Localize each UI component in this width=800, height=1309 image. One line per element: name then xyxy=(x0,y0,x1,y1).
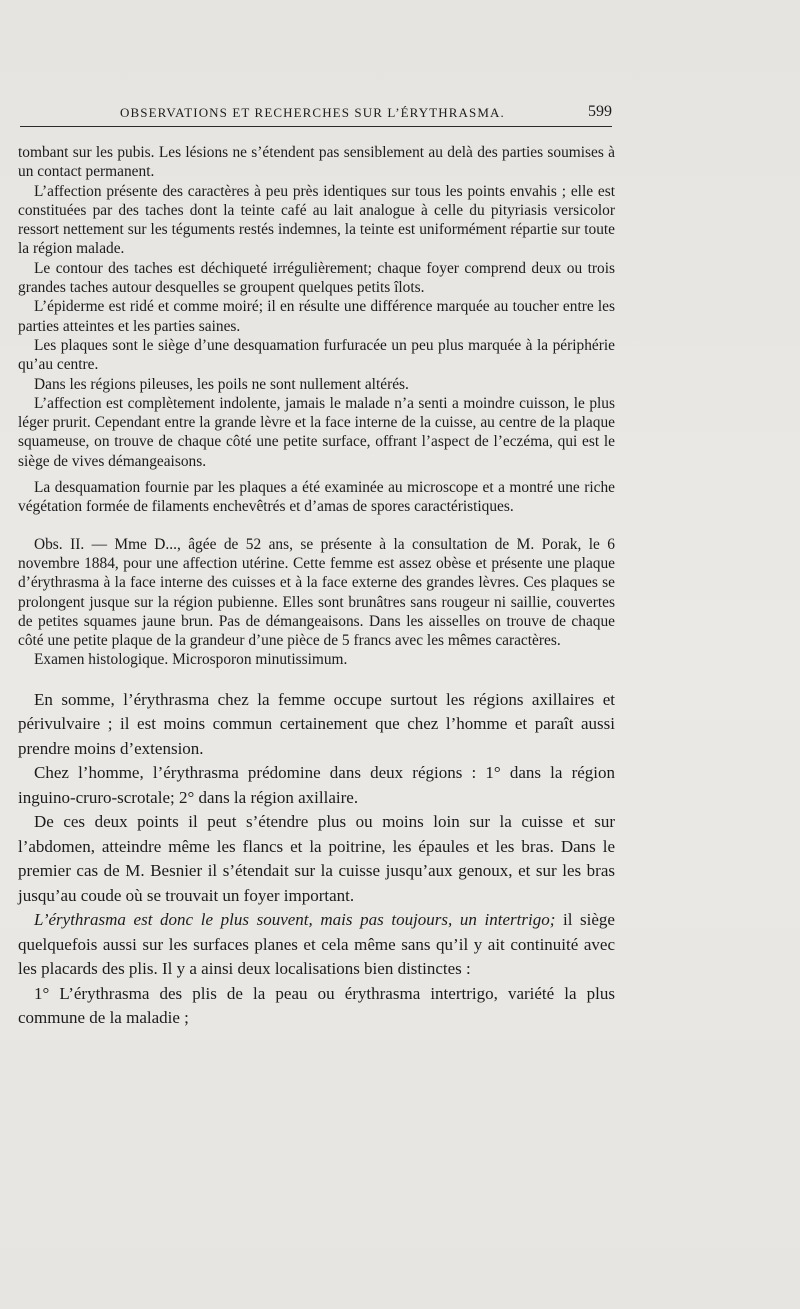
paragraph-desquamation: La desquamation fournie par les plaques a été examinée au microscope et a montré une riche végétation formée de filaments enchevêtrés et d’amas de spores caractéristiques. xyxy=(18,479,615,516)
italic-lead: L’érythrasma est donc le plus souvent, mais pas toujours, un intertrigo; xyxy=(34,910,556,930)
paragraph-en-somme: En somme, l’érythrasma chez la femme occupe surtout les régions axillaires et périvulvaire ; il est moins commun certainement que chez l’homme et paraît aussi prendre moins d’extension. xyxy=(18,689,615,758)
running-title: OBSERVATIONS ET RECHERCHES SUR L’ÉRYTHRASMA. xyxy=(120,105,505,120)
paragraph-localisation-1: 1° L’érythrasma des plis de la peau ou érythrasma intertrigo, variété la plus commune de la maladie ; xyxy=(18,983,615,1028)
body-text xyxy=(18,143,615,1031)
paragraph-poils: Dans les régions pileuses, les poils ne sont nullement altérés. xyxy=(34,375,409,393)
paragraph-contour: Le contour des taches est déchiqueté irrégulièrement; chaque foyer comprend deux ou trois grandes taches autour desquelles se groupent quelques petits îlots. xyxy=(18,259,615,297)
paragraph-examen: Examen histologique. Microsporon minutissimum. xyxy=(34,651,348,669)
paragraph-affection: L’affection présente des caractères à peu près identiques sur tous les points envahis ; elle est constituées par des taches dont la teinte café au lait analogue à celle du pityriasis versicolor ressort nettement sur les téguments restés indemnes, la teinte est uniformément répartie sur toute la région malade. xyxy=(18,182,615,258)
paragraph-indolente: L’affection est complètement indolente, jamais le malade n’a senti a moindre cuisson, le plus léger prurit. Cependant entre la grande lèvre et la face interne de la cuisse, au centre de la plaque squameuse, on trouve de chaque côté une petite surface, offrant l’aspect de l’eczéma, qui est le siège de vives démangeaisons. xyxy=(18,394,615,470)
paragraph-chez-homme: Chez l’homme, l’érythrasma prédomine dans deux régions : 1° dans la région inguino-cruro-scrotale; 2° dans la région axillaire. xyxy=(18,763,615,807)
paragraph-extension: De ces deux points il peut s’étendre plus ou moins loin sur la cuisse et sur l’abdomen, atteindre même les flancs et la poitrine, les épaules et les bras. Dans le premier cas de M. Besnier il s’étendait sur la cuisse jusqu’aux genoux, et sur les bras jusqu’au coude où se trouvait un foyer important. xyxy=(18,812,615,905)
paragraph-intertrigo-rest: il siège quelquefois aussi sur les surfaces planes et cela même sans qu’il y ait continuité avec les placards des plis. Il y a ainsi deux localisations bien distinctes : xyxy=(18,910,615,979)
paragraph-epiderme: L’épiderme est ridé et comme moiré; il en résulte une différence marquée au toucher entre les parties atteintes et les parties saines. xyxy=(18,298,615,335)
paragraph-continuation: tombant sur les pubis. Les lésions ne s’étendent pas sensiblement au delà des parties soumises à un contact permanent. xyxy=(18,144,615,181)
page-number: 599 xyxy=(588,103,612,120)
paragraph-plaques: Les plaques sont le siège d’une desquamation furfuracée un peu plus marquée à la périphérie qu’au centre. xyxy=(18,336,615,374)
paragraph-observation-2: Obs. II. — Mme D..., âgée de 52 ans, se présente à la consultation de M. Porak, le 6 novembre 1884, pour une affection utérine. Cette femme est assez obèse et présente une plaque d’érythrasma à la face interne des cuisses et à la face externe des grandes lèvres. Ces plaques se prolongent jusque sur la région pubienne. Elles sont brunâtres sans rougeur ni saillie, couvertes de petites squames jaune brun. Pas de démangeaisons. Dans les aisselles on trouve de chaque côté une petite plaque de la grandeur d’une pièce de 5 francs avec les mêmes caractères. xyxy=(18,535,615,650)
page-header xyxy=(0,105,800,135)
header-rule xyxy=(20,126,612,127)
paragraph-intertrigo xyxy=(18,908,615,982)
